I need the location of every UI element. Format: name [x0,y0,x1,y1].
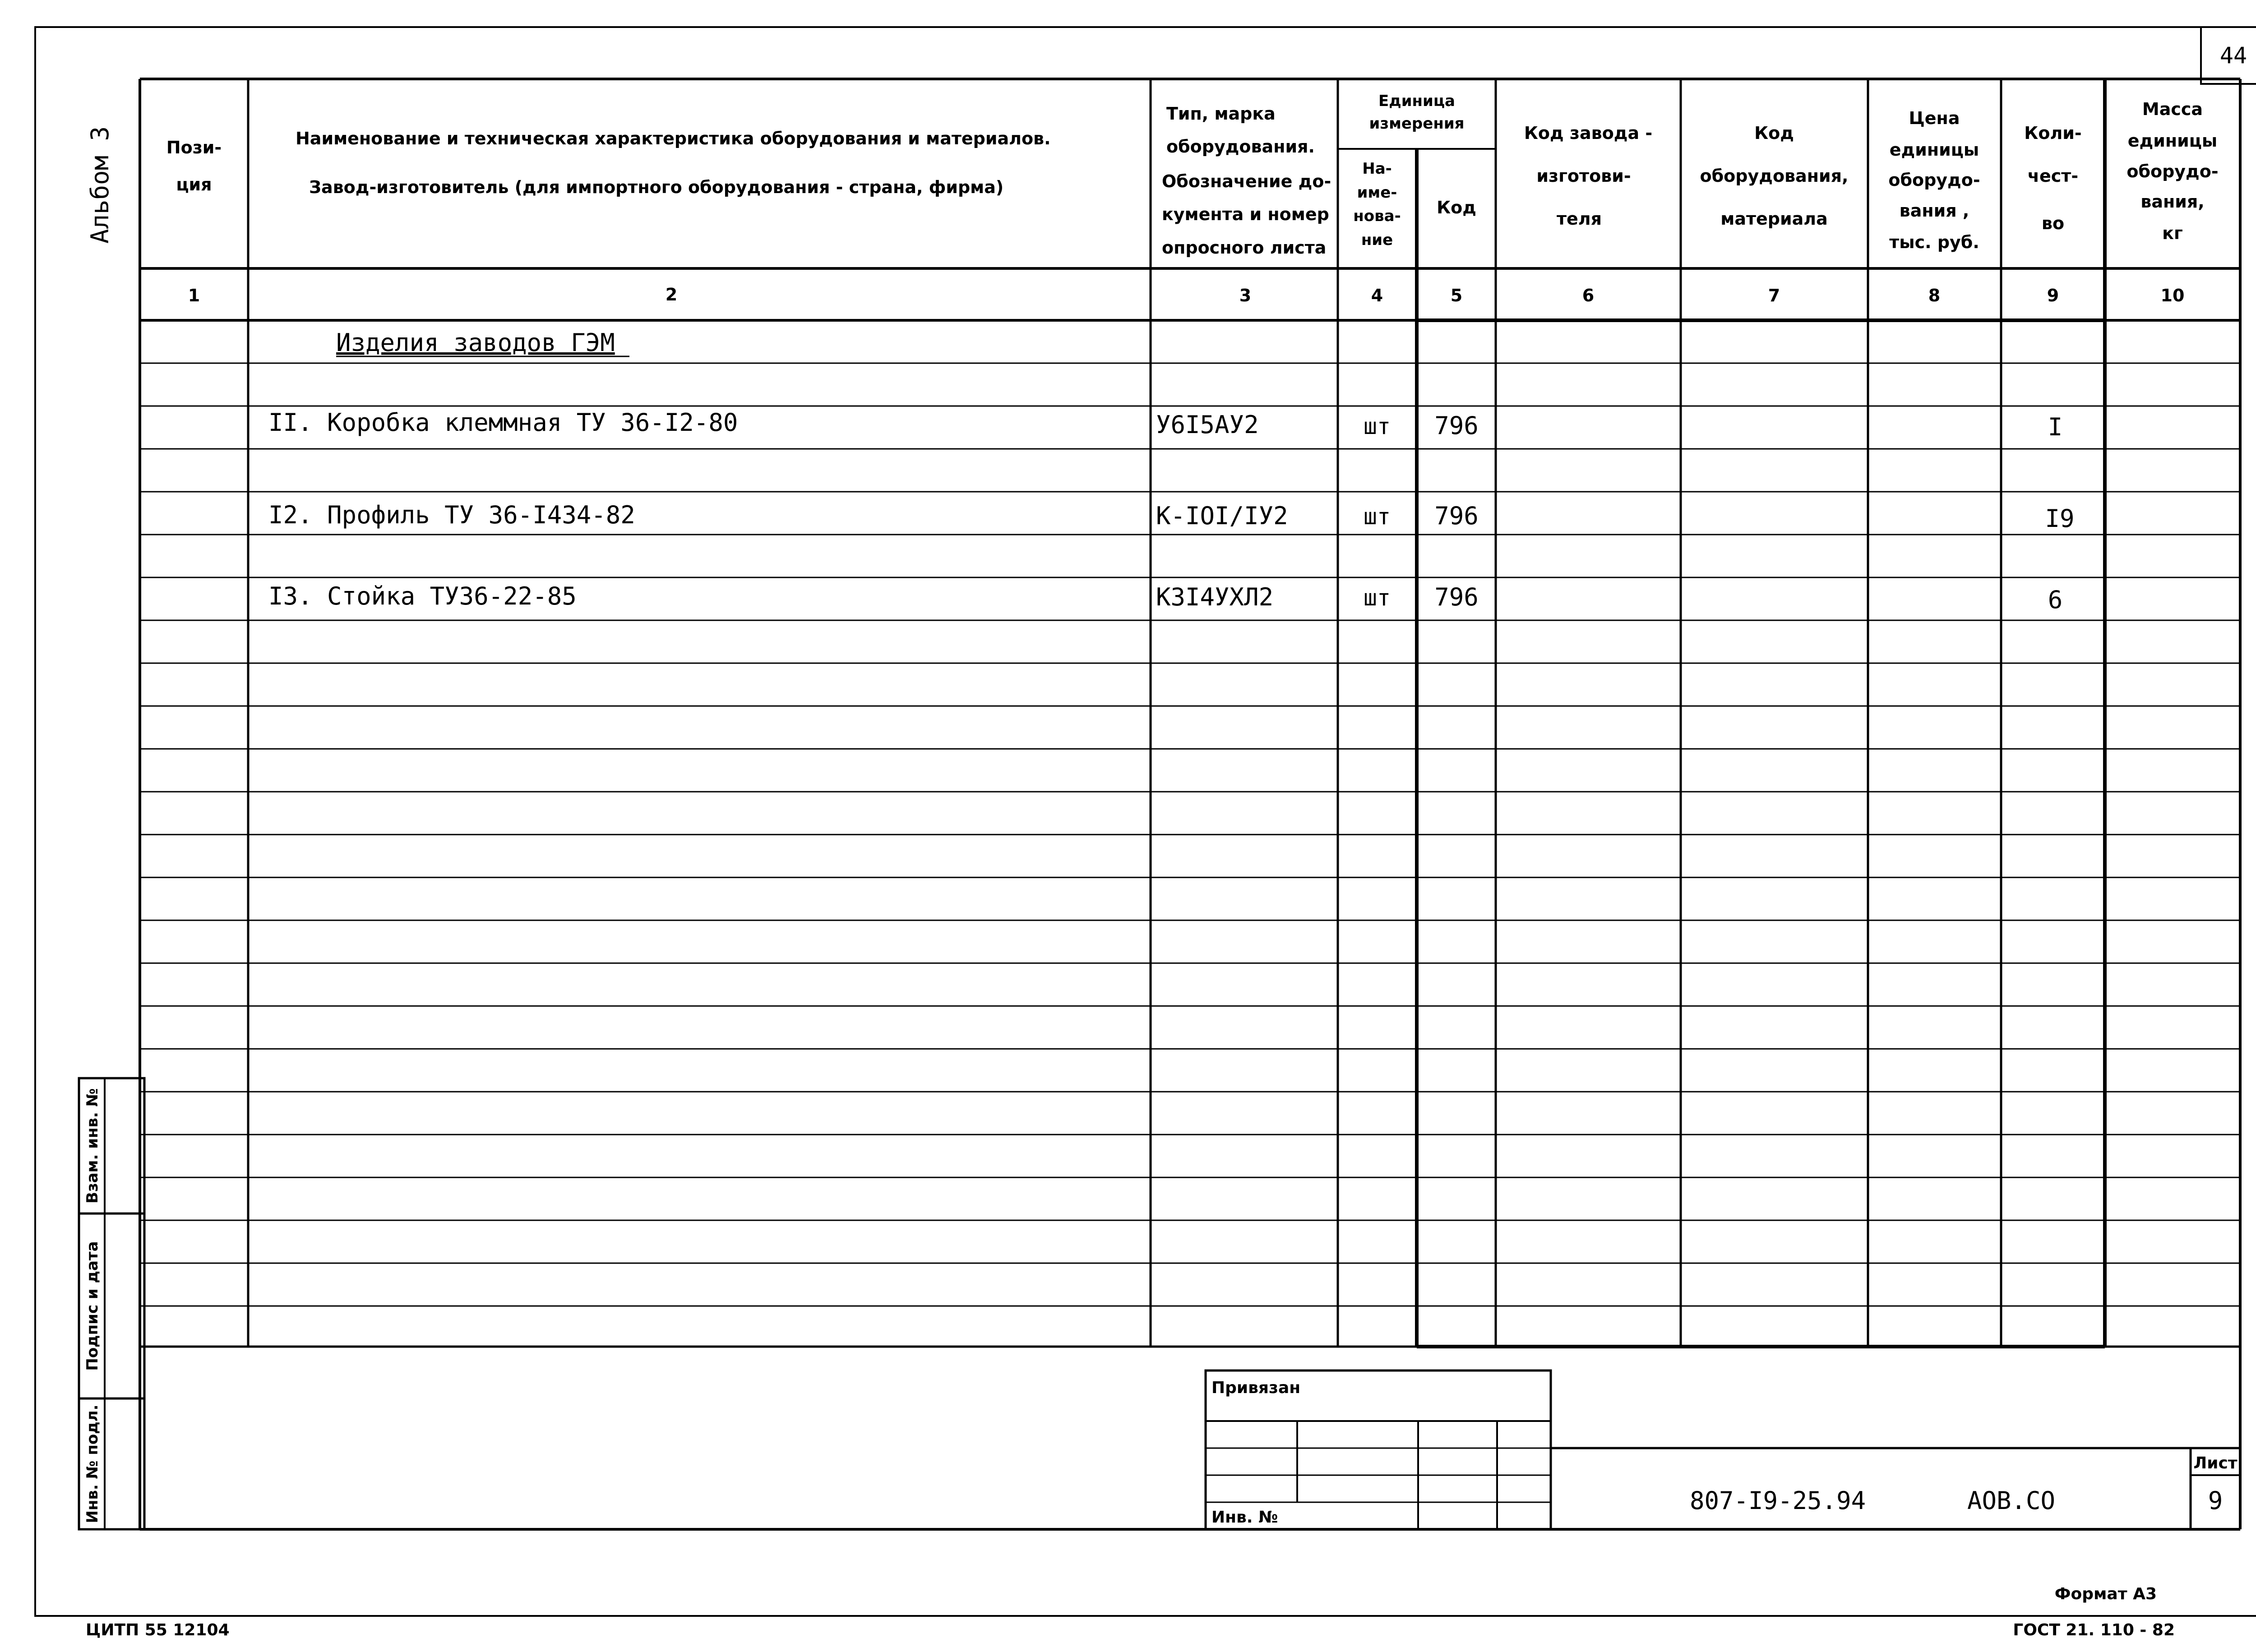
header-unit-line1: Единица [1378,92,1455,110]
header-quantity-line3: во [2041,213,2065,233]
column-number: 8 [1928,286,1941,305]
column-number: 3 [1239,286,1252,305]
outer-frame [35,27,2256,1616]
footer-gost: ГОСТ 21. 110 - 82 [2013,1621,2175,1639]
item-type: У6I5АУ2 [1156,411,1259,439]
column-number-row [188,285,2185,305]
header-price-line1: Цена [1909,108,1960,128]
header-factory-code-line3: теля [1556,209,1602,229]
header-price-line4: вания , [1899,201,1969,221]
stamp-doc-code: 807-I9-25.94 [1690,1486,1866,1515]
item-unit: шт [1363,585,1391,611]
table-row [268,408,2062,441]
header-unit-name-line2: име- [1357,184,1397,202]
column-number: 1 [188,286,200,305]
column-number: 5 [1450,286,1463,305]
header-type-line5: опросного листа [1162,238,1327,258]
header-type-line1: Тип, марка [1166,104,1276,124]
header-equipment-code-line2: оборудования, [1700,166,1849,186]
item-type: К-IOI/IУ2 [1156,502,1288,530]
item-name: I3. Стойка ТУ36-22-85 [268,582,577,610]
section-title: Изделия заводов ГЭМ [336,328,615,357]
stamp-privyazan: Привязан [1211,1379,1301,1397]
side-label-inv-podl: Инв. № подл. [83,1404,102,1523]
header-position-line2: ция [176,175,212,194]
item-quantity: 6 [2048,586,2063,614]
page-number: 44 [2219,42,2247,69]
column-number: 9 [2047,286,2059,305]
header-unit-name-line4: ние [1361,231,1393,249]
header-equipment-code-line1: Код [1754,123,1794,143]
table-row [268,582,2062,614]
side-label-podpis: Подпис и дата [83,1241,102,1371]
header-mass-line4: вания, [2140,192,2205,212]
header-unit-name-line3: нова- [1353,207,1401,225]
header-factory-code-line1: Код завода - [1524,123,1653,143]
item-quantity: I [2048,413,2063,441]
header-mass-line5: кг [2162,223,2183,243]
footer-left-code: ЦИТП 55 12104 [86,1621,230,1639]
column-number: 6 [1582,286,1595,305]
header-unit-line2: измерения [1369,115,1465,133]
footer-format: Формат А3 [2054,1585,2157,1603]
header-position-line1: Пози- [166,138,222,157]
header-equipment-code-line3: материала [1720,209,1828,229]
header-name-line1: Наименование и техническая характеристика оборудования и материалов. [296,129,1051,148]
table-header [166,92,2219,258]
table-row [268,501,2075,533]
header-quantity-line1: Коли- [2024,123,2082,143]
header-price-line5: тыс. руб. [1889,232,1979,252]
item-unit: шт [1363,503,1391,530]
specification-table [140,79,2240,1529]
item-unit: шт [1363,413,1391,439]
header-mass-line2: единицы [2127,131,2218,151]
header-mass-line1: Масса [2142,99,2203,119]
header-unit-code: Код [1437,198,1476,217]
column-number: 4 [1371,286,1383,305]
column-number: 10 [2160,286,2185,305]
header-type-line2: оборудования. [1166,137,1315,157]
item-type: К3I4УХЛ2 [1156,583,1274,611]
item-quantity: I9 [2045,504,2075,533]
header-mass-line3: оборудо- [2127,162,2219,181]
header-type-line4: кумента и номер [1162,204,1329,224]
header-factory-code-line2: изготови- [1536,166,1631,186]
stamp-list-label: Лист [2193,1454,2238,1472]
table-body [268,328,2075,614]
column-number: 7 [1768,286,1780,305]
header-quantity-line2: чест- [2027,166,2079,186]
header-name-line2: Завод-изготовитель (для импортного оборудования - страна, фирма) [309,177,1004,197]
item-unit-code: 796 [1434,502,1479,530]
stamp-inv-no: Инв. № [1211,1508,1278,1527]
item-unit-code: 796 [1434,411,1479,440]
header-price-line2: единицы [1889,140,1979,160]
stamp-doc-mark: АОВ.СО [1967,1486,2056,1515]
column-number: 2 [665,285,678,305]
item-name: I2. Профиль ТУ 36-I434-82 [268,501,635,529]
header-type-line3: Обозначение до- [1162,171,1331,191]
stamp-list-number: 9 [2208,1486,2223,1515]
album-label: Альбом 3 [86,126,114,244]
side-label-vzam-inv: Взам. инв. № [83,1088,102,1204]
item-unit-code: 796 [1434,583,1479,611]
header-price-line3: оборудо- [1888,170,1980,190]
header-unit-name-line1: На- [1362,160,1392,178]
item-name: II. Коробка клеммная ТУ 36-I2-80 [268,408,738,437]
